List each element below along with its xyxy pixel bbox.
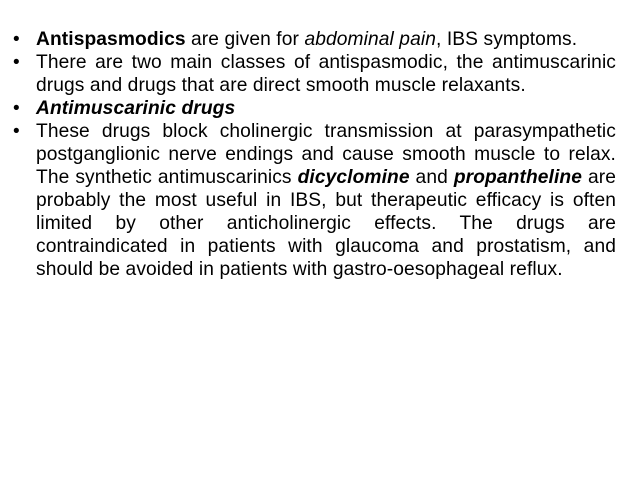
bullet-item-heading-antimuscarinic bbox=[11, 97, 616, 120]
bullet-icon: • bbox=[13, 52, 20, 73]
text-segment: These drugs block cholinergic transmission at parasympathetic postganglionic nerve endings and cause smooth muscle to relax. The synthetic antimuscarinics bbox=[36, 121, 616, 188]
bullet-item-classes bbox=[11, 51, 616, 97]
text-segment: and bbox=[409, 167, 454, 188]
text-segment: are probably the most useful in IBS, but therapeutic efficacy is often limited by other anticholinergic effects. The drugs are contraindicated in patients with glaucoma and prostatism, and should be avoided in patients with gastro-oesophageal reflux. bbox=[36, 167, 616, 280]
bullet-icon: • bbox=[13, 98, 20, 119]
text-segment: are given for bbox=[185, 29, 305, 50]
bullet-list bbox=[11, 28, 616, 281]
term-dicyclomine: dicyclomine bbox=[297, 167, 410, 188]
bullet-item-antispasmodics bbox=[11, 28, 616, 51]
bullet-item-mechanism bbox=[11, 120, 616, 281]
subheading-antimuscarinic-drugs: Antimuscarinic drugs bbox=[36, 98, 236, 119]
term-propantheline: propantheline bbox=[453, 167, 582, 188]
bullet-icon: • bbox=[13, 121, 20, 142]
term-abdominal-pain: abdominal pain bbox=[304, 29, 436, 50]
text-segment: , IBS symptoms. bbox=[435, 29, 578, 50]
term-antispasmodics: Antispasmodics bbox=[36, 29, 186, 50]
bullet-icon: • bbox=[13, 29, 20, 50]
text-segment: There are two main classes of antispasmodic, the antimuscarinic drugs and drugs that are direct smooth muscle relaxants. bbox=[36, 52, 616, 96]
